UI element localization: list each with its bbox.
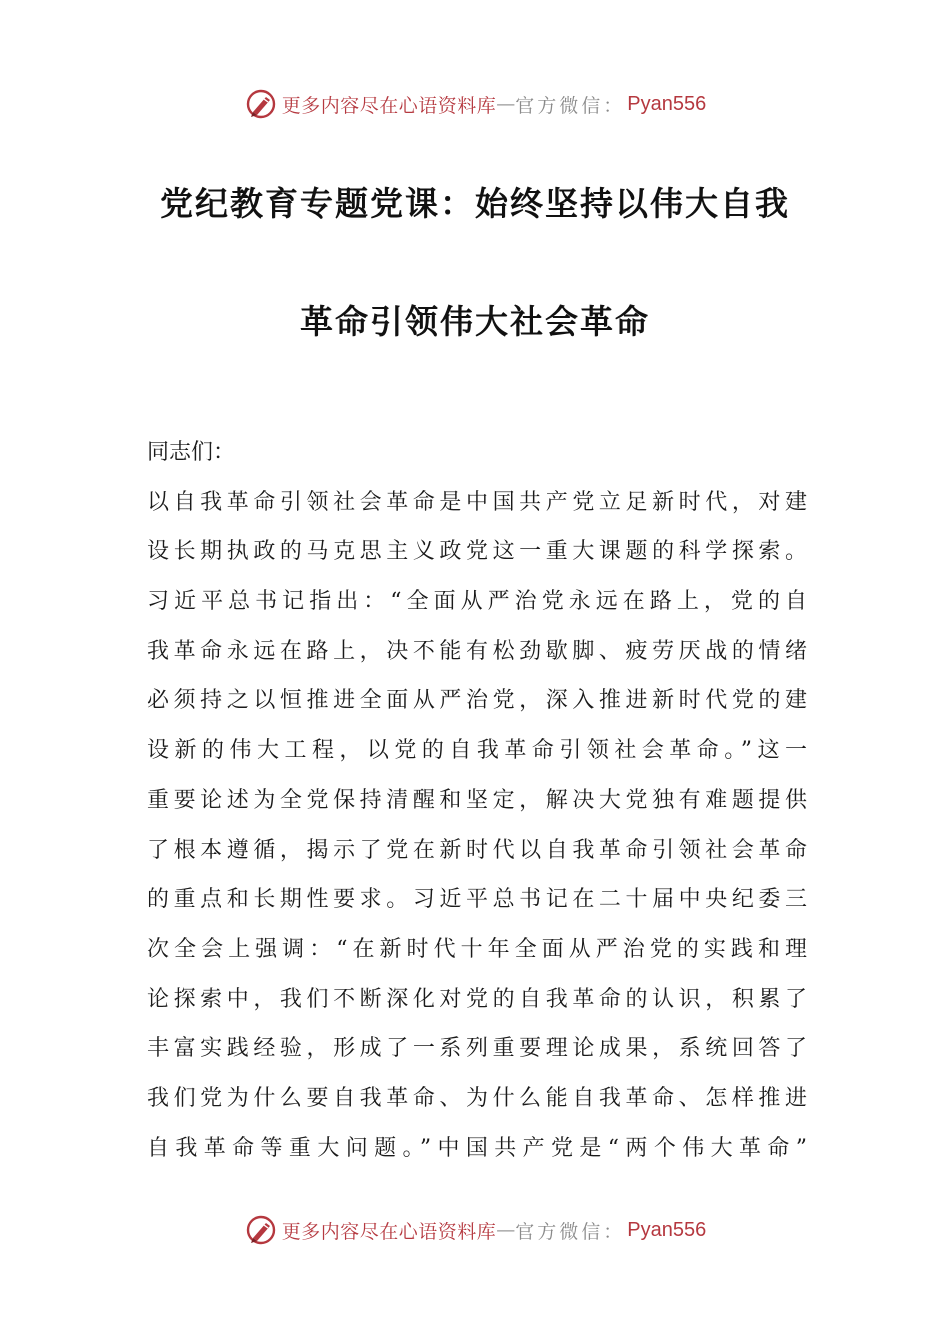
wechat-label: 官方微信： <box>515 1220 626 1243</box>
body-line: 习近平总书记指出：“全面从严治党永远在路上，党的自 <box>147 589 807 615</box>
wechat-id: Pyan556 <box>627 1218 707 1241</box>
pen-logo-icon <box>244 87 278 121</box>
banner-dash: — <box>496 1219 516 1241</box>
pen-logo-icon <box>244 1213 278 1247</box>
footer-banner <box>0 1210 950 1250</box>
body-line: 次全会上强调：“在新时代十年全面从严治党的实践和理 <box>147 936 807 962</box>
body-line: 了根本遵循，揭示了党在新时代以自我革命引领社会革命 <box>147 837 807 863</box>
body-line: 重要论述为全党保持清醒和坚定，解决大党独有难题提供 <box>147 787 807 813</box>
body-line: 设长期执政的马克思主义政党这一重大课题的科学探索。 <box>147 539 807 565</box>
wechat-id: Pyan556 <box>627 92 707 115</box>
body-line: 论探索中，我们不断深化对党的自我革命的认识，积累了 <box>147 986 807 1012</box>
body-line: 以自我革命引领社会革命是中国共产党立足新时代，对建 <box>147 489 807 515</box>
document-title-line-2: 革命引领伟大社会革命 <box>300 302 650 341</box>
wechat-label: 官方微信： <box>515 94 626 117</box>
banner-dash: — <box>496 93 516 115</box>
body-line: 自我革命等重大问题。”中国共产党是“两个伟大革命” <box>147 1135 807 1161</box>
salutation: 同志们： <box>147 440 236 465</box>
body-line: 的重点和长期性要求。习近平总书记在二十届中央纪委三 <box>147 887 807 913</box>
body-line: 设新的伟大工程，以党的自我革命引领社会革命。”这一 <box>147 738 807 764</box>
body-line: 我革命永远在路上，决不能有松劲歇脚、疲劳厌战的情绪 <box>147 638 807 664</box>
body-line: 丰富实践经验，形成了一系列重要理论成果，系统回答了 <box>147 1036 807 1062</box>
body-line: 必须持之以恒推进全面从严治党，深入推进新时代党的建 <box>147 688 807 714</box>
site-name-text: 更多内容尽在心语资料库 <box>281 1220 497 1243</box>
site-name-text: 更多内容尽在心语资料库 <box>281 94 497 117</box>
document-body <box>147 428 807 1173</box>
document-title-line-1: 党纪教育专题党课：始终坚持以伟大自我 <box>160 184 790 223</box>
body-line: 我们党为什么要自我革命、为什么能自我革命、怎样推进 <box>147 1085 807 1111</box>
header-banner <box>0 84 950 124</box>
